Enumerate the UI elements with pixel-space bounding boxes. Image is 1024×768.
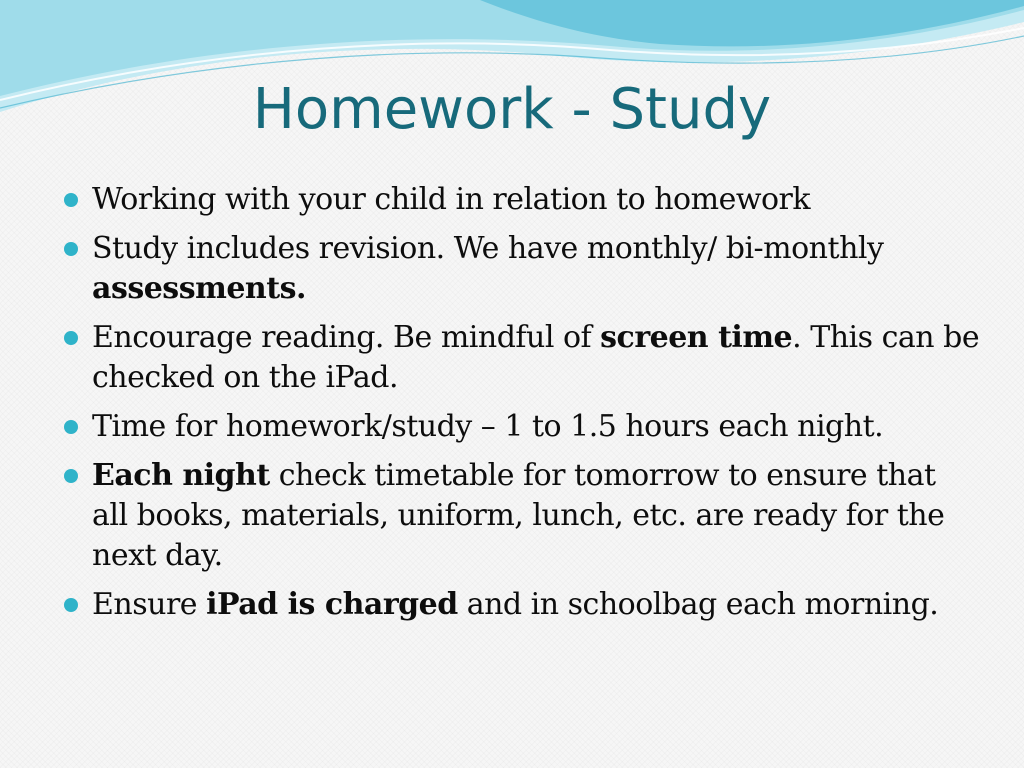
list-item [60,229,980,309]
list-item [60,407,980,447]
bullet-text: Working with your child in relation to homework [92,182,811,217]
bullet-dot-icon [64,193,78,207]
page-title: Homework - Study [252,77,772,142]
bullet-text: Study includes revision. We have monthly/ bi-monthly assessments. [92,231,884,306]
bullet-dot-icon [64,469,78,483]
bullet-text: Time for homework/study – 1 to 1.5 hours each night. [92,409,884,444]
bullet-text: Ensure iPad is charged and in schoolbag each morning. [92,587,939,622]
bullet-dot-icon [64,242,78,256]
bullet-dot-icon [64,331,78,345]
list-item [60,585,980,625]
bullet-text: Encourage reading. Be mindful of screen time. This can be checked on the iPad. [92,320,980,395]
bullet-dot-icon [64,598,78,612]
bullet-list [60,180,980,634]
list-item [60,456,980,576]
list-item [60,318,980,398]
bullet-text: Each night check timetable for tomorrow to ensure that all books, materials, uniform, lunch, etc. are ready for the next day. [92,458,945,573]
bullet-dot-icon [64,420,78,434]
list-item [60,180,980,220]
